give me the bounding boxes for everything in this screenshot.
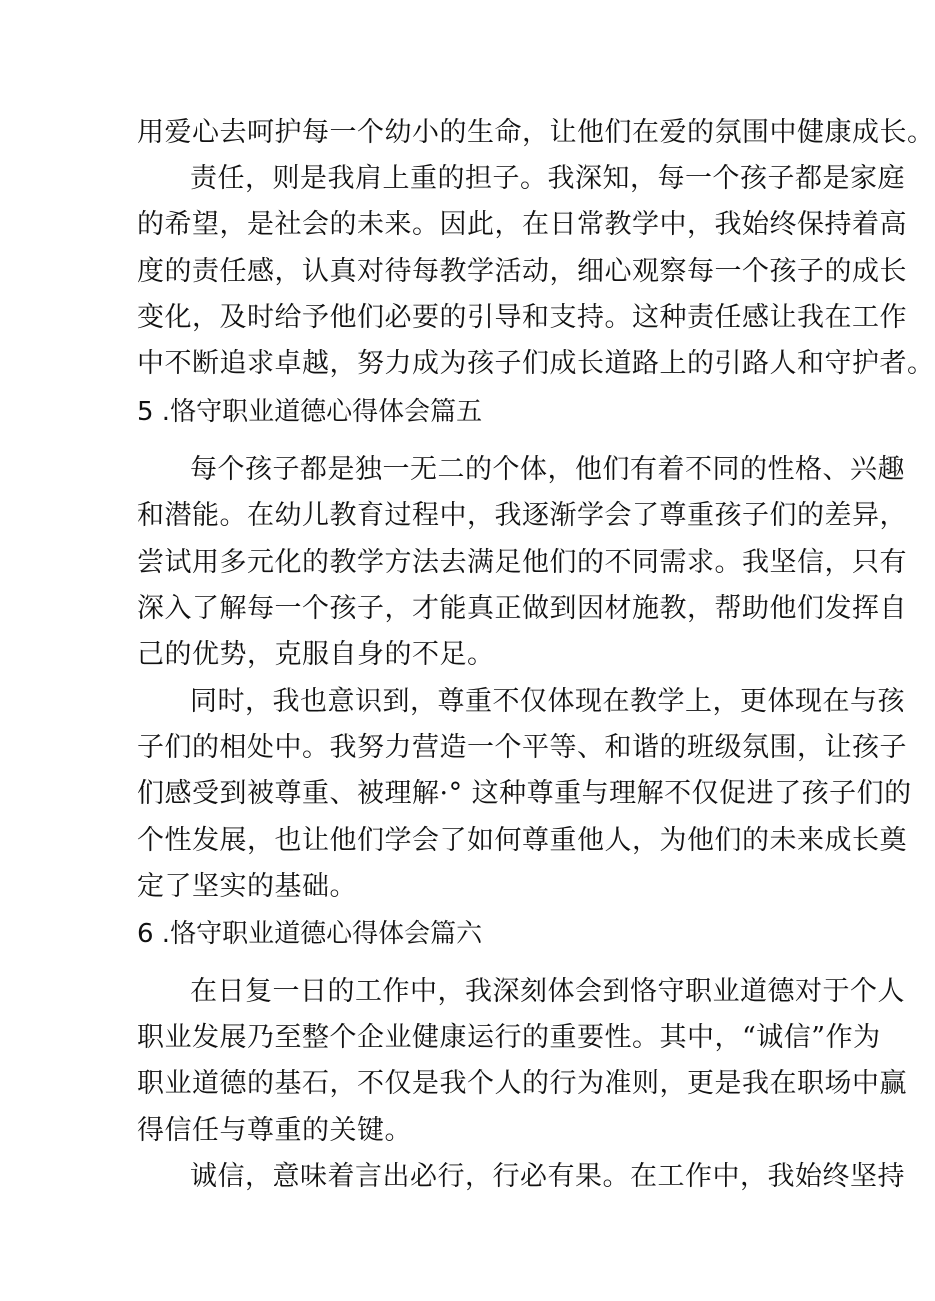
section-heading-5: 5 .恪守职业道德心得体会篇五 [137,397,483,427]
paragraph-line: 定了坚实的基础。 [137,871,357,902]
paragraph-line: 变化，及时给予他们必要的引导和支持。这种责任感让我在工作 [137,302,907,333]
paragraph-line: 诚信，意味着言出必行，行必有果。在工作中，我始终坚持 [190,1161,905,1192]
paragraph-line: 和潜能。在幼儿教育过程中，我逐渐学会了尊重孩子们的差异， [137,500,907,531]
section-heading-6: 6 .恪守职业道德心得体会篇六 [137,919,483,949]
paragraph-line: 己的优势，克服自身的不足。 [137,639,495,670]
paragraph-line: 用爱心去呵护每一个幼小的生命，让他们在爱的氛围中健康成长。 [137,117,935,148]
paragraph-line: 中不断追求卓越，努力成为孩子们成长道路上的引路人和守护者。 [137,348,935,379]
paragraph-line: 的希望，是社会的未来。因此，在日常教学中，我始终保持着高 [137,209,907,240]
paragraph-line: 得信任与尊重的关键。 [137,1115,412,1146]
paragraph-line: 深入了解每一个孩子，才能真正做到因材施教，帮助他们发挥自 [137,593,907,624]
paragraph-line: 职业道德的基石，不仅是我个人的行为准则，更是我在职场中赢 [137,1068,907,1099]
paragraph-line: 个性发展，也让他们学会了如何尊重他人，为他们的未来成长奠 [137,825,907,856]
paragraph-line: 子们的相处中。我努力营造一个平等、和谐的班级氛围，让孩子 [137,732,907,763]
paragraph-line: 尝试用多元化的教学方法去满足他们的不同需求。我坚信，只有 [137,547,907,578]
paragraph-line: 度的责任感，认真对待每教学活动，细心观察每一个孩子的成长 [137,256,907,287]
paragraph-line: 职业发展乃至整个企业健康运行的重要性。其中，“诚信”作为 [137,1022,881,1053]
paragraph-line: 责任，则是我肩上重的担子。我深知，每一个孩子都是家庭 [190,163,905,194]
paragraph-line: 同时，我也意识到，尊重不仅体现在教学上，更体现在与孩 [190,686,905,717]
paragraph-line: 每个孩子都是独一无二的个体，他们有着不同的性格、兴趣 [190,454,905,485]
paragraph-line: 在日复一日的工作中，我深刻体会到恪守职业道德对于个人 [190,976,905,1007]
paragraph-line: 们感受到被尊重、被理解·° 这种尊重与理解不仅促进了孩子们的 [137,778,912,809]
